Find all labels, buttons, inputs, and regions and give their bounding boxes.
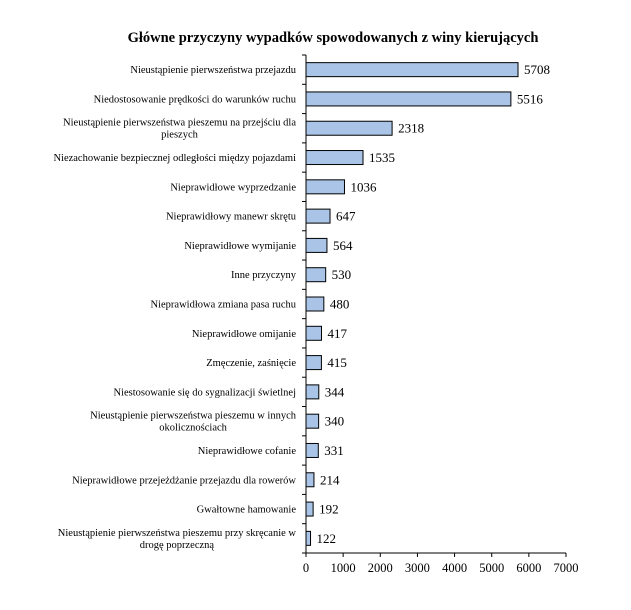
bars-layer (53, 62, 550, 551)
bar (306, 238, 327, 252)
x-tick-label: 5000 (479, 561, 505, 575)
data-label: 480 (329, 296, 350, 312)
bar (306, 531, 311, 545)
data-label: 192 (319, 501, 339, 517)
data-label: 5708 (524, 62, 551, 78)
x-tick-label: 0 (302, 561, 310, 575)
category-label: Nieprawidłowa zmiana pasa ruchu (150, 299, 296, 311)
data-label: 1535 (369, 150, 396, 166)
chart-title: Główne przyczyny wypadków spowodowanych z winy kierujących (127, 30, 539, 46)
data-label: 647 (336, 208, 356, 224)
x-tick-label: 7000 (553, 561, 579, 575)
bar (306, 92, 511, 106)
data-label: 564 (332, 237, 353, 253)
bar (306, 297, 324, 311)
category-label: Inne przyczyny (230, 270, 296, 282)
category-label: Nieprawidłowy manewr skrętu (165, 211, 296, 223)
bar (306, 121, 392, 135)
data-label: 417 (327, 325, 347, 341)
category-label: Gwałtowne hamowanie (196, 504, 296, 516)
bar (306, 414, 319, 428)
bar (306, 180, 344, 194)
x-tick-label: 6000 (516, 561, 542, 575)
category-label: Nieprawidłowe wyprzedzanie (170, 182, 296, 194)
category-label: Nieustąpienie pierwszeństwa pieszemu na przejściu dla pieszych (63, 117, 296, 141)
bar (306, 473, 314, 487)
category-label: Nieprawidłowe omijanie (191, 328, 296, 340)
data-label: 344 (324, 384, 345, 400)
bar (306, 443, 318, 457)
bar (306, 151, 363, 165)
category-label: Niestosowanie się do sygnalizacji świetlnej (113, 387, 296, 399)
bar (306, 385, 319, 399)
data-label: 122 (316, 530, 337, 546)
category-label: Niedostosowanie prędkości do warunków ruchu (93, 94, 296, 106)
x-tick-label: 4000 (442, 561, 468, 575)
category-label: Nieustąpienie pierwszeństwa przejazdu (130, 65, 296, 77)
data-label: 340 (324, 413, 345, 429)
data-label: 331 (324, 442, 344, 458)
bar (306, 63, 518, 77)
bar (306, 356, 321, 370)
x-tick-label: 2000 (367, 561, 393, 575)
data-label: 5516 (516, 91, 543, 107)
data-label: 1036 (350, 179, 377, 195)
bar (306, 326, 321, 340)
bar (306, 268, 326, 282)
x-tick-label: 1000 (330, 561, 356, 575)
bar (306, 209, 330, 223)
data-label: 2318 (398, 120, 425, 136)
bar (306, 502, 313, 516)
x-tick-label: 3000 (404, 561, 430, 575)
data-label: 214 (319, 472, 340, 488)
data-label: 415 (327, 355, 347, 371)
category-label: Nieustąpienie pierwszeństwa pieszemu w innych okolicznościach (90, 410, 296, 434)
category-label: Nieustąpienie pierwszeństwa pieszemu przy skręcanie w drogę poprzeczną (57, 527, 296, 551)
category-label: Nieprawidłowe wymijanie (184, 240, 296, 252)
category-label: Nieprawidłowe cofanie (197, 445, 296, 457)
data-label: 530 (331, 267, 352, 283)
category-label: Zmęczenie, zaśnięcie (206, 358, 296, 370)
category-label: Niezachowanie bezpiecznej odległości między pojazdami (53, 153, 296, 165)
category-label: Nieprawidłowe przejeżdżanie przejazdu dla rowerów (72, 475, 296, 487)
